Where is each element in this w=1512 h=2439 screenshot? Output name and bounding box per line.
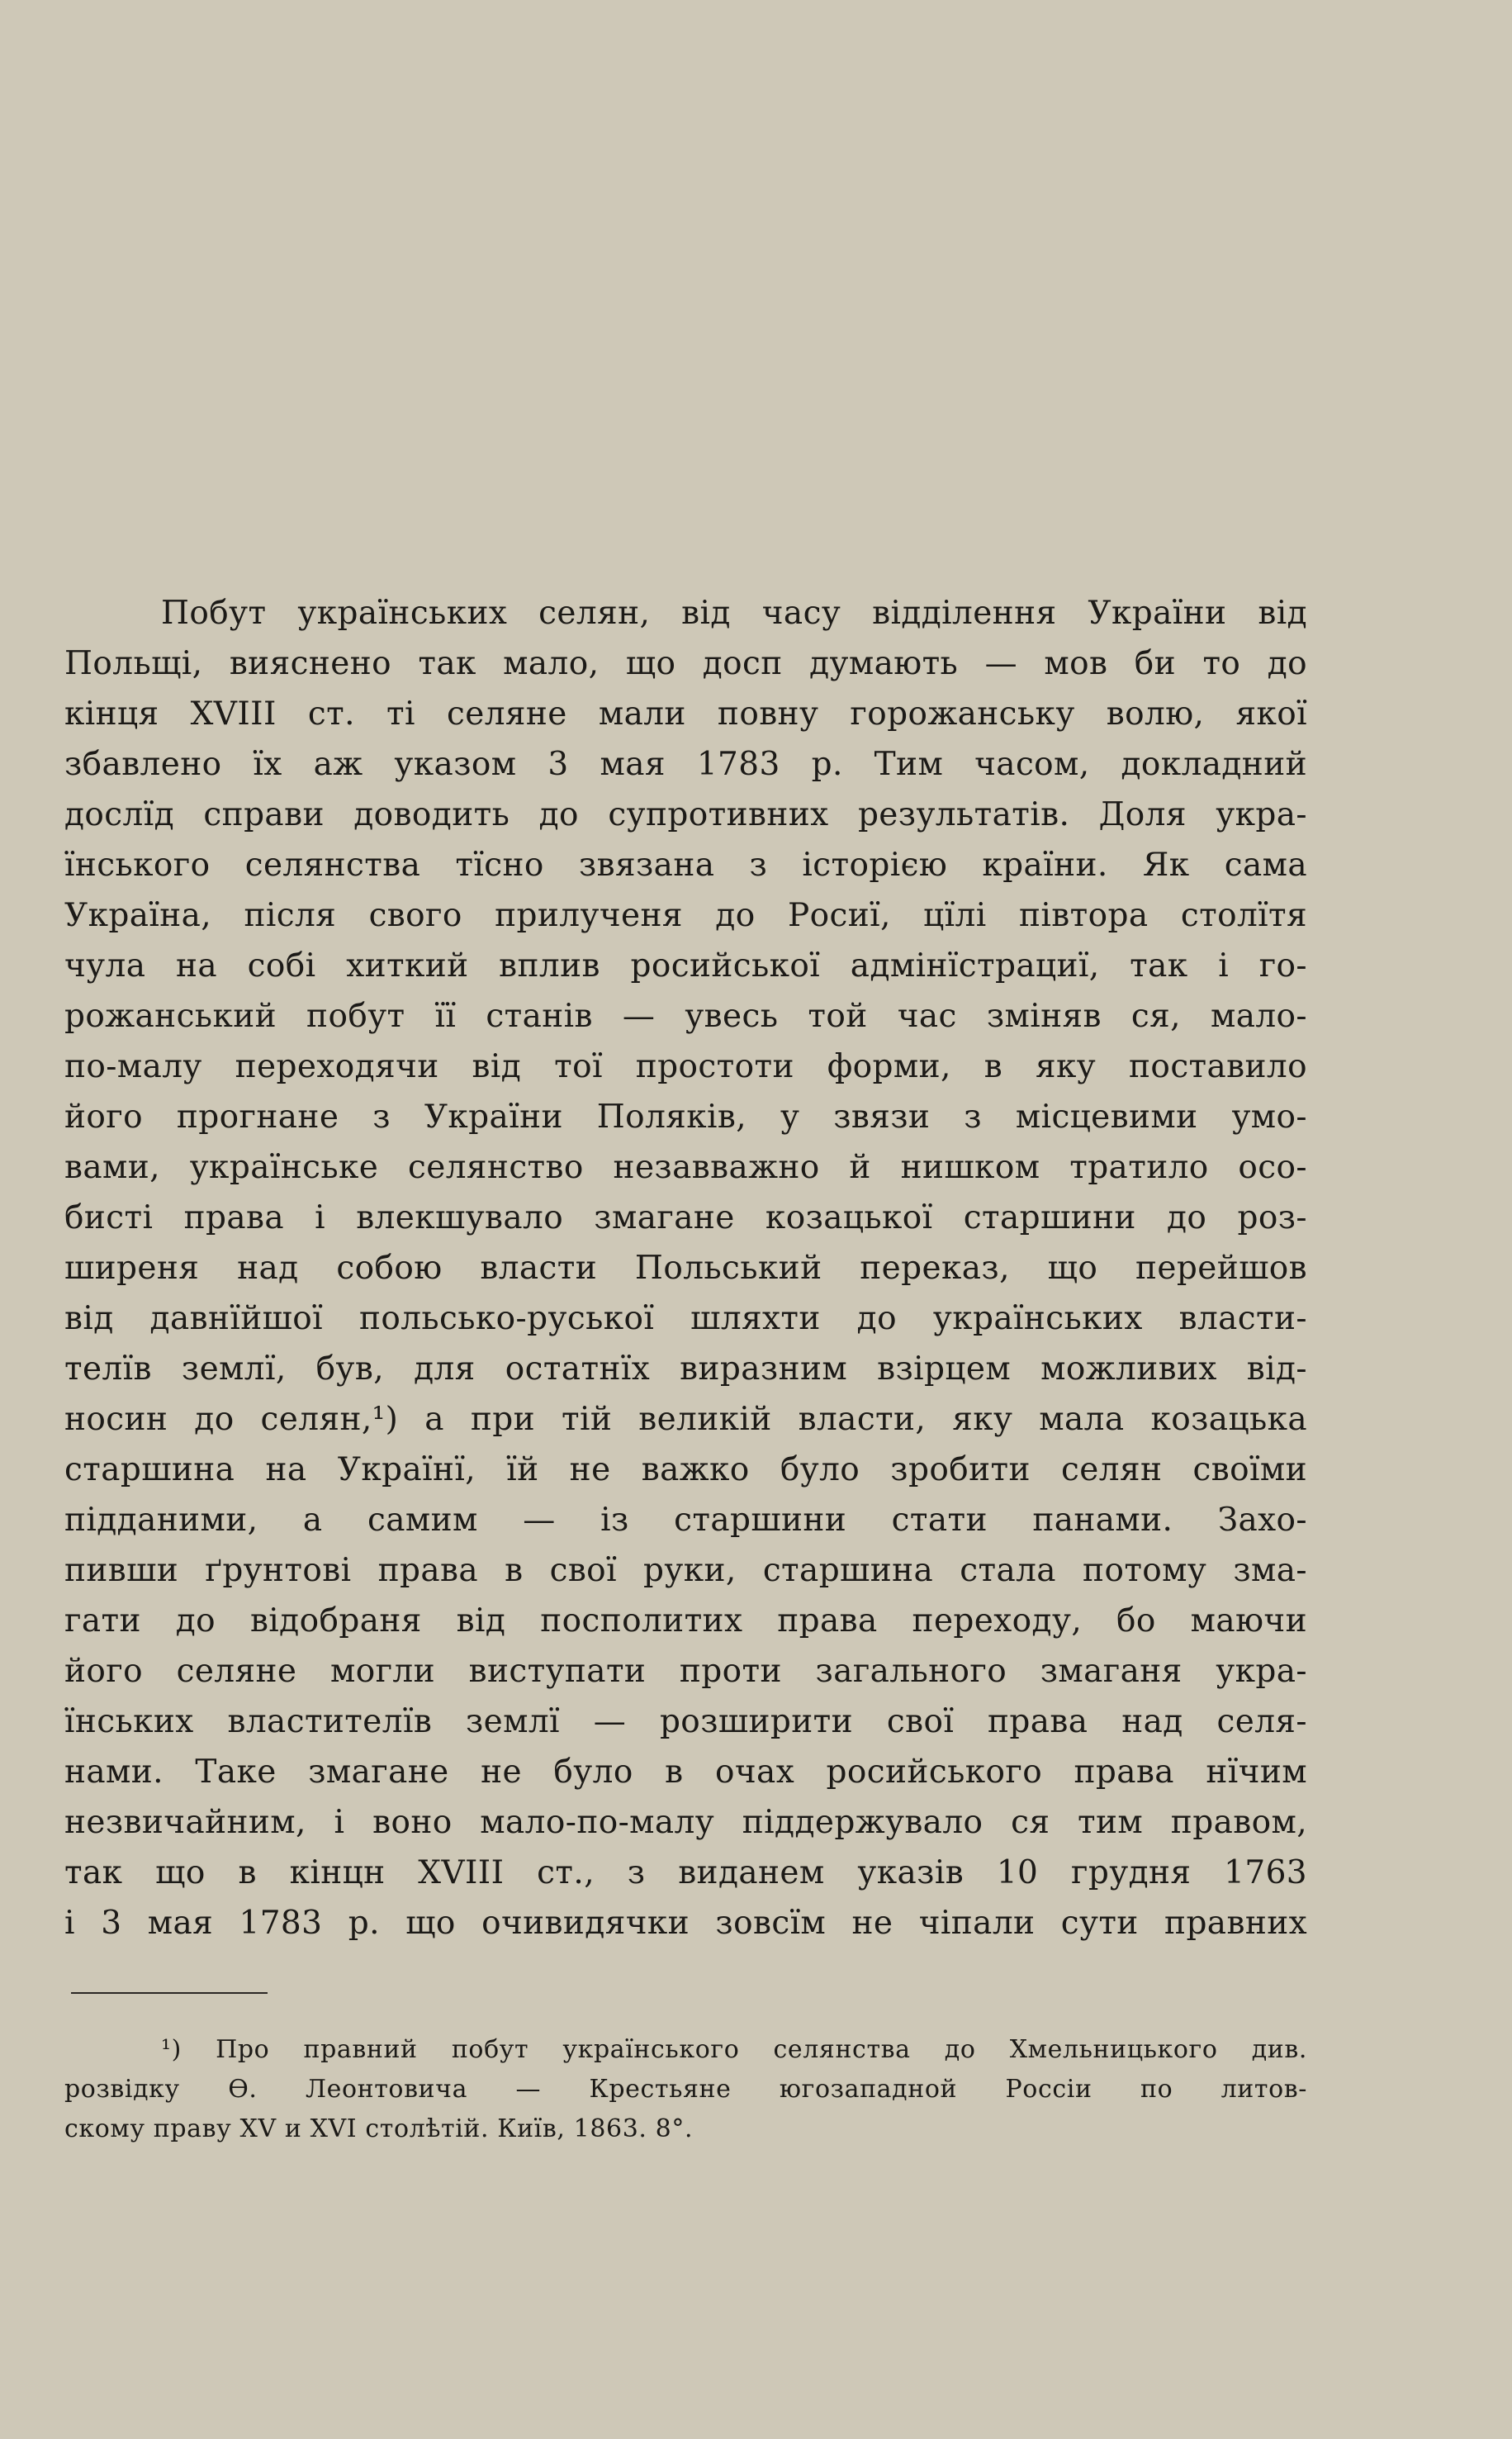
footnote-line: розвідку Ѳ. Леонтовича — Крестьяне югозападной Россіи по литов-: [64, 2075, 1307, 2104]
text-line: підданими, а самим — із старшини стати панами. Захо-: [64, 1502, 1307, 1539]
text-line: ширеня над собою власти Польський переказ, що перейшов: [64, 1250, 1307, 1287]
footnote-block: [64, 2030, 1307, 2149]
text-line: кінця XVIII ст. ті селяне мали повну горожанську волю, якої: [64, 695, 1307, 733]
text-line: рожанський побут її станів — увесь той час зміняв ся, мало-: [64, 998, 1307, 1035]
text-line: і 3 мая 1783 р. що очивидячки зовсїм не чіпали сути правних: [64, 1905, 1307, 1942]
text-line: його прогнане з України Поляків, у звязи з місцевими умо-: [64, 1098, 1307, 1136]
text-line: Побут українських селян, від часу відділення України від: [161, 595, 1307, 632]
text-line: носин до селян,¹) а при тій великій власти, яку мала козацька: [64, 1401, 1307, 1438]
main-text: [64, 588, 1307, 1948]
footnote-divider: [71, 1992, 268, 1994]
footnote-line: скому праву XV и XVI столѣтій. Київ, 1863. 8°.: [64, 2114, 694, 2143]
text-line: дослїд справи доводить до супротивних результатів. Доля укра-: [64, 796, 1307, 833]
text-line: його селяне могли виступати проти загального змаганя укра-: [64, 1653, 1307, 1690]
text-line: їнських властителїв землї — розширити свої права над селя-: [64, 1703, 1307, 1740]
text-line: чула на собі хиткий вплив росийської адмінїстрациї, так і го-: [64, 947, 1307, 985]
text-line: гати до відобраня від посполитих права переходу, бо маючи: [64, 1602, 1307, 1639]
text-line: збавлено їх аж указом 3 мая 1783 р. Тим часом, докладний: [64, 746, 1307, 783]
text-line: Польщі, вияснено так мало, що досп думають — мов би то до: [64, 645, 1307, 682]
text-line: так що в кінцн XVIII ст., з виданем указів 10 грудня 1763: [64, 1854, 1307, 1891]
text-line: по-малу переходячи від тої простоти форми, в яку поставило: [64, 1048, 1307, 1085]
text-line: їнського селянства тїсно звязана з історією країни. Як сама: [64, 847, 1307, 884]
text-line: Україна, після свого прилученя до Росиї, цїлі півтора столїтя: [64, 897, 1307, 934]
footnote-line: ¹) Про правний побут українського селянства до Хмельницького див.: [161, 2035, 1307, 2064]
text-line: вами, українське селянство незавважно й нишком тратило осо-: [64, 1149, 1307, 1186]
text-line: старшина на Українї, їй не важко було зробити селян своїми: [64, 1451, 1307, 1488]
text-line: нами. Таке змагане не було в очах росийського права нїчим: [64, 1753, 1307, 1791]
text-line: бисті права і влекшувало змагане козацької старшини до роз-: [64, 1199, 1307, 1236]
text-line: від давнїйшої польсько-руської шляхти до українських власти-: [64, 1300, 1307, 1337]
text-line: пивши ґрунтові права в свої руки, старшина стала потому зма-: [64, 1552, 1307, 1589]
text-line: незвичайним, і воно мало-по-малу піддержувало ся тим правом,: [64, 1804, 1307, 1841]
text-line: телїв землї, був, для остатнїх виразним взірцем можливих від-: [64, 1350, 1307, 1388]
